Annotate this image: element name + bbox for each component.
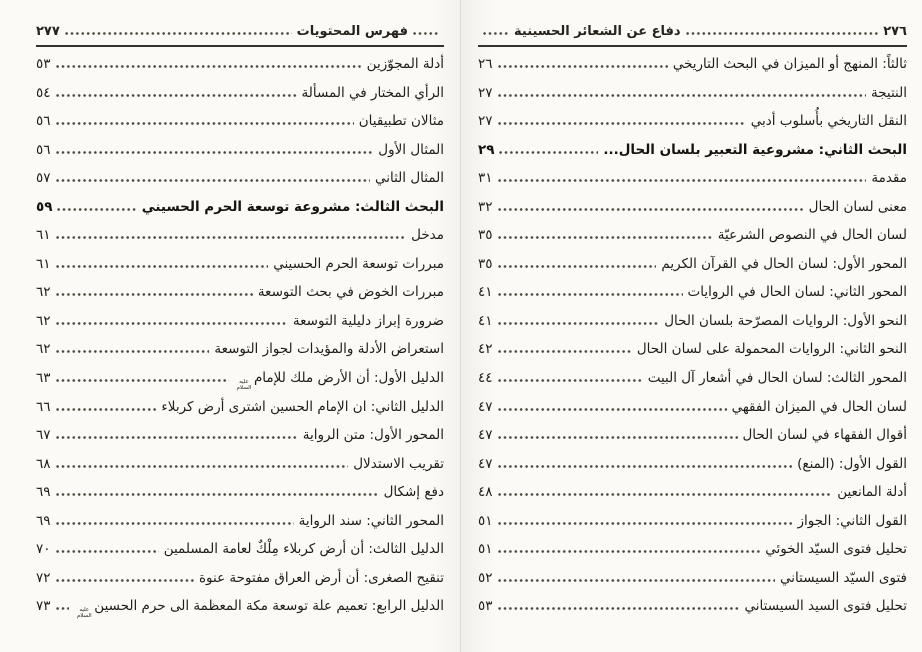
toc-entry-title: مدخل (411, 227, 444, 244)
toc-entry-title: استعراض الأدلة والمؤيدات لجواز التوسعة (214, 341, 444, 358)
dot-leader (498, 579, 776, 582)
toc-entry-page-number: ٦٣ (36, 370, 51, 387)
toc-entry (478, 307, 907, 336)
toc-entry-title: مثالان تطبيقيان (358, 113, 444, 130)
dot-leader (498, 94, 866, 97)
toc-entry (36, 393, 444, 422)
toc-entry (478, 564, 907, 593)
toc-entry (36, 564, 444, 593)
toc-entry-title: المحور الثاني: سند الرواية (298, 512, 444, 529)
toc-entry (478, 364, 907, 393)
toc-entry (36, 421, 444, 450)
dot-leader (56, 522, 294, 525)
dot-leader (56, 550, 159, 553)
toc-entry-title: الرأي المختار في المسألة (301, 84, 444, 101)
toc-entry-title: لسان الحال في الميزان الفقهي (731, 398, 907, 415)
toc-entry (36, 592, 444, 621)
toc-entry-title: تحليل فتوى السيد السيستاني (744, 598, 907, 615)
dot-leader (56, 436, 298, 439)
toc-entry-title: القول الأول: (المنع) (797, 455, 907, 472)
toc-entry-title: أدلة المانعين (837, 484, 907, 501)
dot-leader (498, 607, 740, 610)
toc-entry-page-number: ٥٣ (478, 598, 493, 615)
dot-leader (56, 94, 297, 97)
toc-entry (36, 535, 444, 564)
toc-entry-page-number: ٧٠ (36, 541, 51, 558)
toc-entry-page-number: ٢٩ (478, 141, 495, 158)
dot-leader (56, 122, 354, 125)
toc-entry-title: أدلة المجوّزين (366, 56, 444, 72)
dot-leader (498, 408, 727, 411)
toc-entry (36, 450, 444, 479)
toc-entry-page-number: ٦١ (36, 227, 51, 244)
toc-entry (36, 364, 444, 393)
dot-leader (56, 493, 379, 496)
toc-entry (36, 107, 444, 136)
toc-entry-title: أقوال الفقهاء في لسان الحال (742, 427, 907, 444)
toc-entry-page-number: ٥٧ (36, 170, 51, 187)
toc-entry-title: المحور الثاني: لسان الحال في الروايات (687, 284, 907, 301)
toc-entry (478, 507, 907, 536)
toc-entry-page-number: ٤٤ (478, 370, 493, 387)
dot-leader (56, 236, 407, 239)
toc-entry-title: النحو الثاني: الروايات المحمولة على لسان الحال (636, 341, 907, 358)
toc-entry (36, 250, 444, 279)
toc-entry (478, 535, 907, 564)
toc-entry (478, 450, 907, 479)
toc-entry (478, 221, 907, 250)
toc-list (36, 50, 444, 621)
toc-list (478, 50, 907, 621)
toc-entry (478, 592, 907, 621)
running-header-page-number: ٢٧٧ (36, 24, 60, 39)
toc-entry-page-number: ٢٧ (478, 113, 493, 130)
dot-leader (498, 493, 833, 496)
toc-entry-title: ضرورة إبراز دليلية التوسعة (292, 312, 444, 329)
toc-entry (478, 278, 907, 307)
toc-entry-title: دفع إشكال (383, 484, 444, 501)
toc-page-276 (461, 0, 922, 652)
toc-entry-page-number: ٤٨ (478, 484, 493, 501)
dot-leader (498, 179, 867, 182)
toc-entry (478, 193, 907, 222)
toc-entry (36, 136, 444, 165)
toc-entry-title: النحو الأول: الروايات المصرّحة بلسان الحال (664, 312, 907, 329)
alayhi-salam-seal: عليه السلام (76, 607, 92, 620)
toc-entry-page-number: ٤١ (478, 312, 493, 329)
toc-entry (478, 335, 907, 364)
dot-leader (56, 265, 269, 268)
toc-entry (478, 478, 907, 507)
toc-entry-title: الدليل الأول: أن الأرض ملك للإمام (253, 370, 444, 387)
toc-entry (36, 221, 444, 250)
toc-entry (478, 421, 907, 450)
toc-entry-page-number: ٤٧ (478, 455, 493, 472)
toc-entry-page-number: ٥٦ (36, 141, 51, 158)
dot-leader (56, 607, 70, 610)
running-header-title: دفاع عن الشعائر الحسينية (514, 24, 681, 39)
toc-entry-title: تقريب الاستدلال (353, 455, 444, 472)
toc-entry-title: النقل التاريخي بأُسلوب أدبي (750, 113, 907, 130)
header-rule (36, 45, 444, 47)
dot-leader (56, 465, 349, 468)
dot-leader (56, 350, 210, 353)
running-header (36, 20, 444, 44)
dot-leader (56, 65, 362, 68)
header-dot-leader (413, 32, 439, 35)
toc-entry (36, 50, 444, 79)
dot-leader (56, 322, 288, 325)
toc-entry-title: المثال الأول (378, 141, 444, 158)
toc-entry-title: مبررات توسعة الحرم الحسيني (273, 255, 444, 272)
page-gutter-line (460, 0, 461, 652)
running-header-page-number: ٢٧٦ (883, 24, 907, 39)
toc-entry (36, 478, 444, 507)
dot-leader (57, 208, 136, 211)
running-header (478, 20, 907, 44)
toc-entry-page-number: ٦١ (36, 255, 51, 272)
dot-leader (56, 579, 194, 582)
alayhi-salam-seal: عليه السلام (236, 379, 252, 391)
dot-leader (498, 122, 746, 125)
toc-entry (478, 107, 907, 136)
toc-entry-page-number: ٥٤ (36, 84, 51, 101)
dot-leader (498, 322, 660, 325)
toc-entry-title: لسان الحال في النصوص الشرعيّة (717, 227, 907, 244)
toc-entry-title: تحليل فتوى السيّد الخوئي (765, 541, 907, 558)
dot-leader (498, 436, 738, 439)
dot-leader (498, 550, 761, 553)
dot-leader (56, 293, 253, 296)
dot-leader (498, 208, 804, 211)
toc-entry-title: القول الثاني: الجواز (797, 512, 907, 529)
dot-leader (498, 65, 668, 68)
toc-entry (478, 50, 907, 79)
toc-entry-page-number: ٦٧ (36, 427, 51, 444)
toc-entry-title: المحور الثالث: لسان الحال في أشعار آل البيت (647, 370, 907, 387)
toc-entry (36, 79, 444, 108)
toc-entry (36, 278, 444, 307)
toc-entry-page-number: ٤٧ (478, 398, 493, 415)
toc-entry (36, 193, 444, 222)
toc-entry-title: تنقيح الصغرى: أن أرض العراق مفتوحة عنوة (198, 569, 444, 586)
toc-entry-page-number: ٤٧ (478, 427, 493, 444)
toc-entry-page-number: ٧٢ (36, 569, 51, 586)
dot-leader (499, 151, 598, 154)
toc-entry-title: الدليل الرابع: تعميم علة توسعة مكة المعظمة الى حرم الحسين (94, 598, 444, 615)
dot-leader (498, 236, 713, 239)
dot-leader (498, 265, 657, 268)
dot-leader (498, 350, 632, 353)
dot-leader (498, 379, 643, 382)
toc-entry-title: مبررات الخوض في بحث التوسعة (257, 284, 444, 301)
toc-entry-page-number: ٣١ (478, 170, 493, 187)
toc-entry-page-number: ٣٢ (478, 198, 493, 215)
toc-entry (36, 164, 444, 193)
toc-entry-page-number: ٥١ (478, 541, 493, 558)
dot-leader (498, 465, 793, 468)
dot-leader (56, 179, 370, 182)
toc-entry-title: فتوى السيّد السيستاني (780, 569, 907, 586)
toc-entry-page-number: ٣٥ (478, 255, 493, 272)
toc-entry-page-number: ٦٨ (36, 455, 51, 472)
toc-entry-page-number: ٥٦ (36, 113, 51, 130)
toc-entry-page-number: ٣٥ (478, 227, 493, 244)
toc-entry-page-number: ٤١ (478, 284, 493, 301)
toc-entry (478, 250, 907, 279)
toc-entry-title: مقدمة (871, 170, 907, 187)
toc-entry-title: معنى لسان الحال (808, 198, 907, 215)
toc-entry-page-number: ٦٩ (36, 512, 51, 529)
dot-leader (498, 293, 683, 296)
toc-entry-page-number: ٦٢ (36, 341, 51, 358)
toc-entry-page-number: ٤٢ (478, 341, 493, 358)
running-header-title: فهرس المحتويات (296, 24, 408, 39)
toc-entry-page-number: ٦٦ (36, 398, 51, 415)
header-dot-leader (686, 32, 879, 35)
header-rule (478, 45, 907, 47)
header-dot-leader (483, 32, 509, 35)
header-dot-leader (65, 32, 292, 35)
toc-entry-title: البحث الثالث: مشروعة توسعة الحرم الحسيني (141, 198, 444, 215)
dot-leader (56, 408, 157, 411)
toc-entry-page-number: ٥٣ (36, 56, 51, 72)
toc-entry (36, 507, 444, 536)
toc-entry-title: المحور الأول: لسان الحال في القرآن الكريم (661, 255, 907, 272)
toc-entry-title: النتيجة (870, 84, 907, 101)
toc-entry (478, 79, 907, 108)
toc-entry-page-number: ٧٣ (36, 598, 51, 615)
toc-entry-title: الدليل الثالث: أن أرض كربلاء مِلْكٌ لعامة المسلمين (163, 541, 444, 558)
toc-entry (36, 307, 444, 336)
toc-entry-page-number: ٢٧ (478, 84, 493, 101)
dot-leader (56, 151, 374, 154)
dot-leader (498, 522, 793, 525)
toc-entry-title: البحث الثاني: مشروعية التعبير بلسان الحال... (603, 141, 907, 158)
toc-entry-page-number: ٥١ (478, 512, 493, 529)
toc-entry-title: المثال الثاني (374, 170, 444, 187)
dot-leader (56, 379, 229, 382)
toc-entry-page-number: ٥٢ (478, 569, 493, 586)
toc-entry (478, 164, 907, 193)
toc-entry-title: الدليل الثاني: ان الإمام الحسين اشترى أرض كربلاء (161, 398, 444, 415)
toc-entry-page-number: ٦٩ (36, 484, 51, 501)
toc-entry-page-number: ٢٦ (478, 56, 493, 72)
toc-entry-page-number: ٥٩ (36, 198, 53, 215)
toc-entry (36, 335, 444, 364)
toc-entry (478, 136, 907, 165)
toc-entry-title: ثالثاً: المنهج أو الميزان في البحث التاريخي (672, 56, 907, 72)
toc-entry-title: المحور الأول: متن الرواية (302, 427, 444, 444)
toc-entry (478, 393, 907, 422)
toc-entry-page-number: ٦٢ (36, 284, 51, 301)
toc-entry-page-number: ٦٢ (36, 312, 51, 329)
